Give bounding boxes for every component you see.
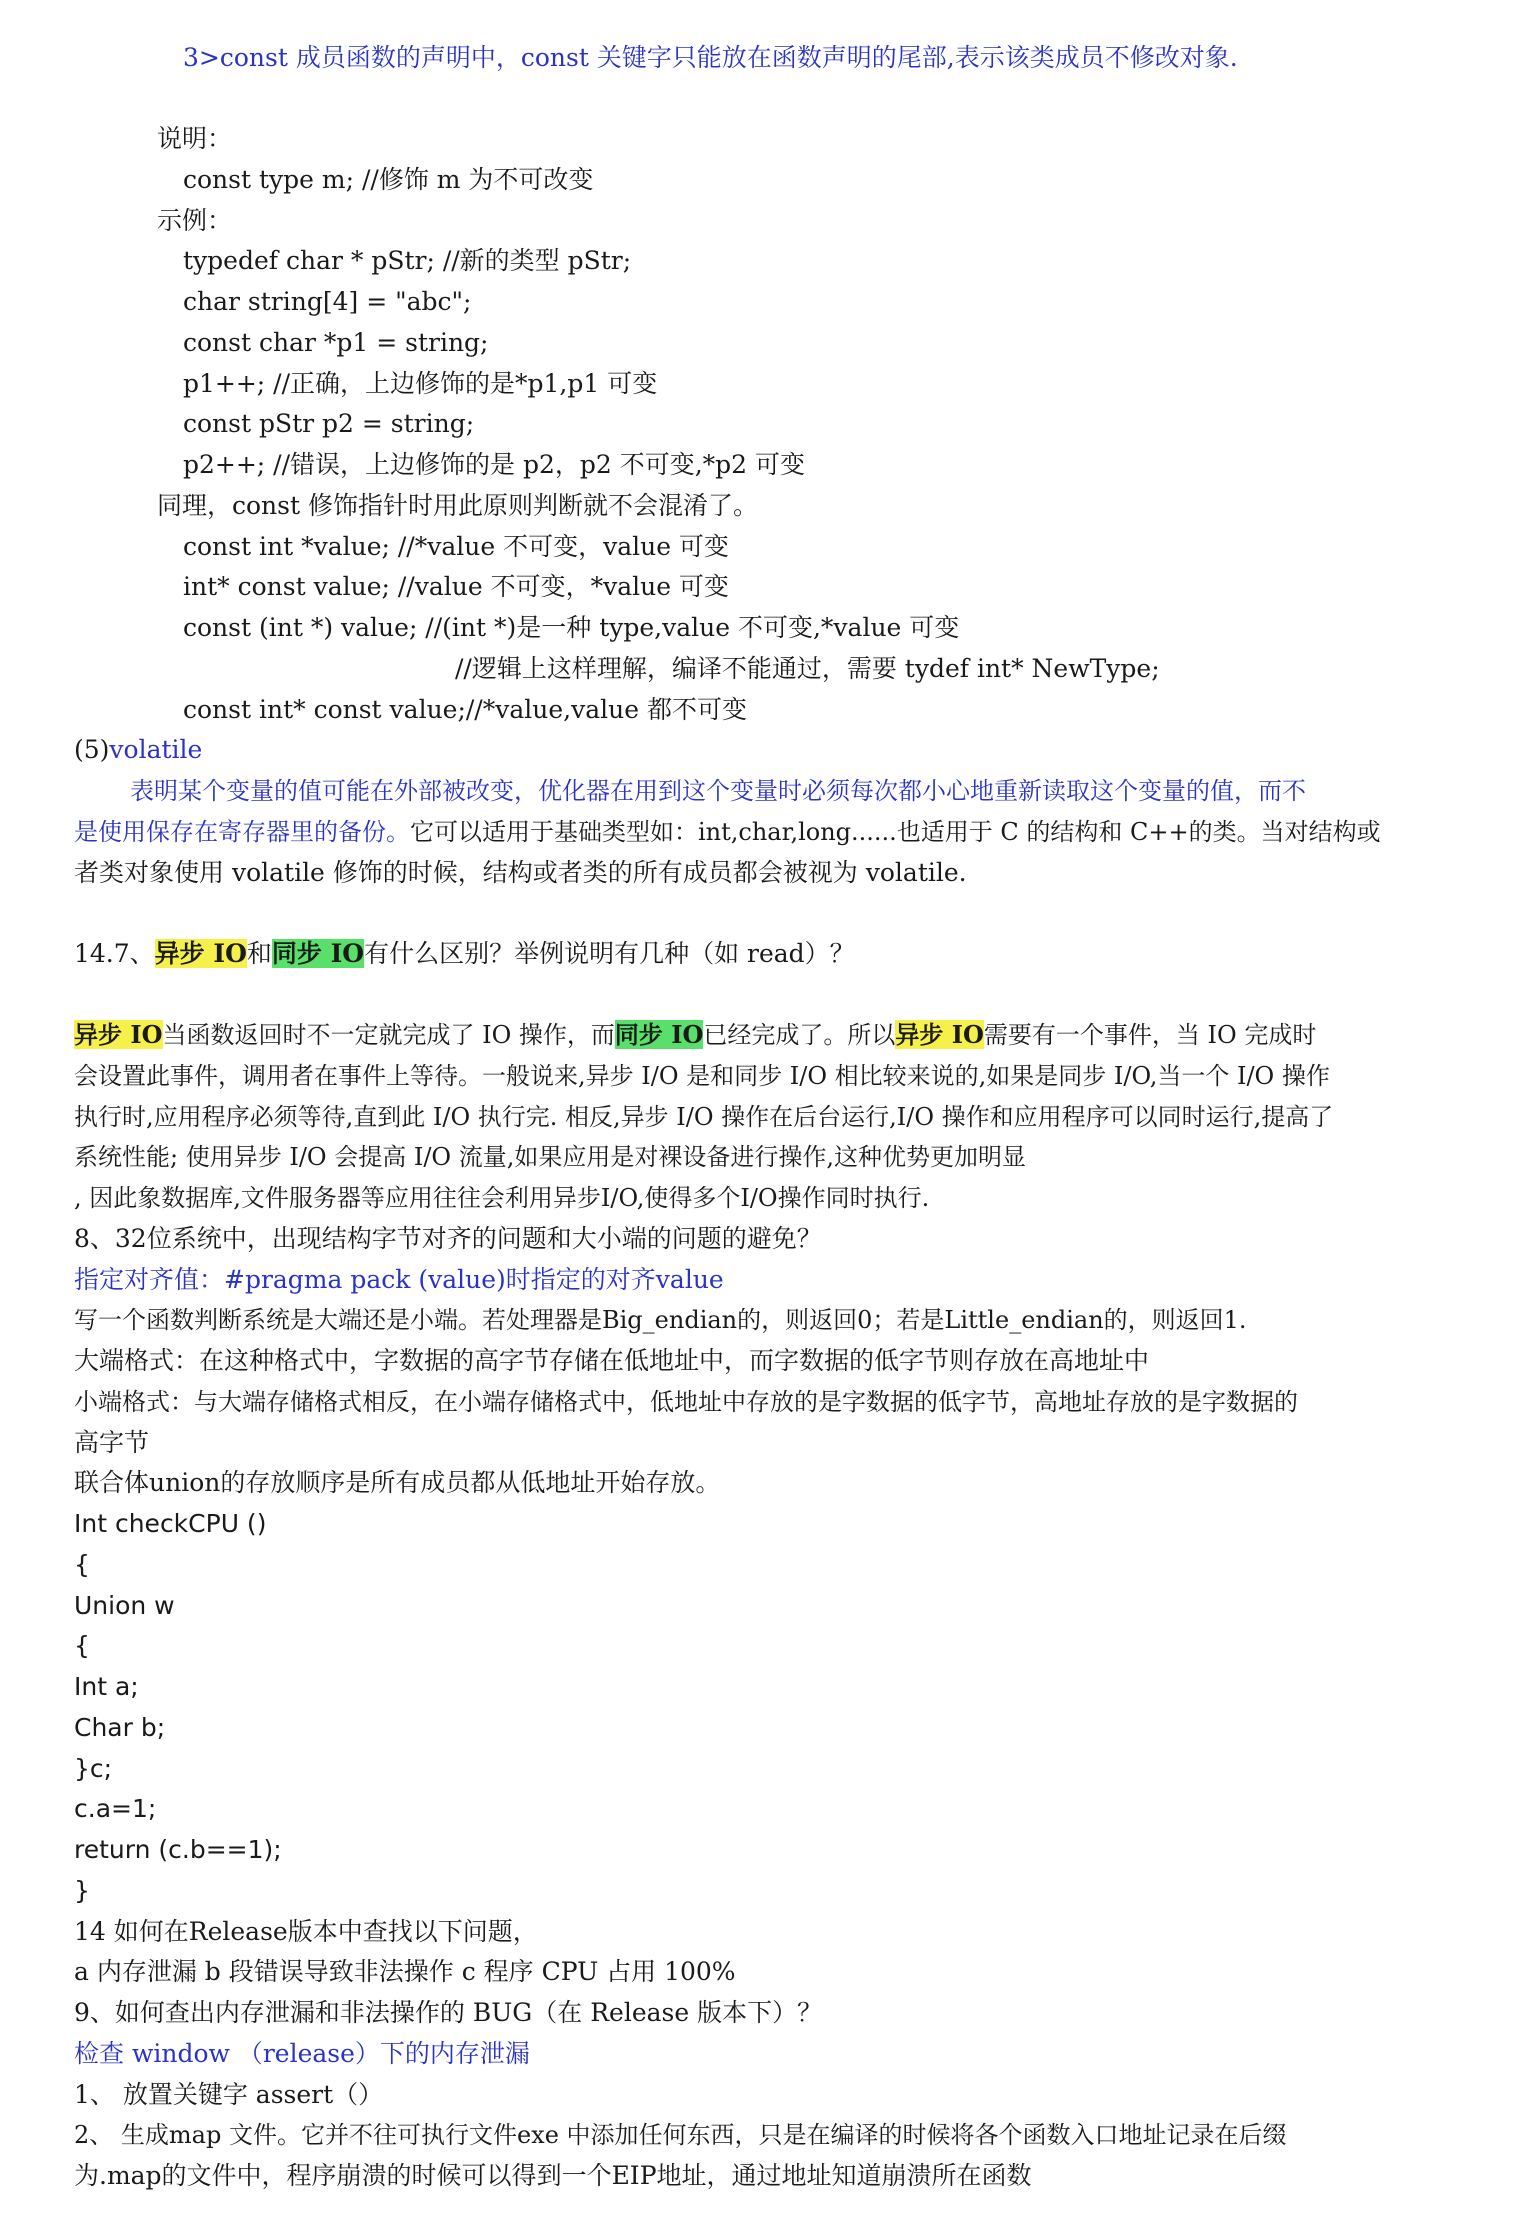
volatile-desc-2-blue: 是使用保存在寄存器里的备份。	[74, 818, 410, 846]
align-tip: 指定对齐值：#pragma pack (value)时指定的对齐value	[74, 1265, 724, 1294]
code-line: const char *p1 = string;	[183, 328, 489, 357]
code-line: }	[74, 1876, 90, 1905]
example-label: 示例：	[157, 206, 233, 235]
volatile-desc-2-rest: 它可以适用于基础类型如：int,char,long......也适用于 C 的结构和 C++的类。当对结构或	[410, 818, 1381, 846]
little-endian-desc-2: 高字节	[74, 1428, 150, 1457]
code-line: return (c.b==1);	[74, 1835, 282, 1864]
code-line: typedef char * pStr; //新的类型 pStr;	[183, 246, 632, 275]
explain-label: 说明：	[157, 124, 233, 153]
volatile-heading	[74, 733, 202, 767]
code-line: const pStr p2 = string;	[183, 409, 475, 438]
async-io-highlight: 异步 IO	[74, 1020, 163, 1049]
code-line: {	[74, 1550, 90, 1579]
async-io-highlight: 异步 IO	[895, 1020, 984, 1049]
union-note: 联合体union的存放顺序是所有成员都从低地址开始存放。	[74, 1468, 721, 1497]
io-answer-end-1: 需要有一个事件，当 IO 完成时	[983, 1021, 1317, 1049]
step-2-line-1: 2、 生成map 文件。它并不往可执行文件exe 中添加任何东西，只是在编译的时候将各个函数入口地址记录在后缀	[74, 2121, 1287, 2149]
volatile-desc-1: 表明某个变量的值可能在外部被改变，优化器在用到这个变量时必须每次都小心地重新读取这个变量的值，而不	[130, 777, 1306, 805]
logic-note: //逻辑上这样理解，编译不能通过，需要 tydef int* NewType;	[455, 654, 1160, 683]
code-line: {	[74, 1631, 90, 1660]
step-2-line-2: 为.map的文件中，程序崩溃的时候可以得到一个EIP地址，通过地址知道崩溃所在函数	[74, 2161, 1032, 2190]
big-endian-desc: 大端格式：在这种格式中，字数据的高字节存储在低地址中，而字数据的低字节则存放在高地址中	[74, 1346, 1150, 1375]
io-question-prefix: 14.7、	[74, 939, 155, 968]
sync-io-highlight: 同步 IO	[614, 1020, 704, 1049]
code-line: Int checkCPU ()	[74, 1509, 267, 1538]
io-answer-line: 会设置此事件，调用者在事件上等待。一般说来,异步 I/O 是和同步 I/O 相比较来说的,如果是同步 I/O,当一个 I/O 操作	[74, 1062, 1330, 1090]
io-answer-line: , 因此象数据库,文件服务器等应用往往会利用异步I/O,使得多个I/O操作同时执行.	[74, 1184, 930, 1212]
io-answer-line: 系统性能; 使用异步 I/O 会提高 I/O 流量,如果应用是对裸设备进行操作,这种优势更加明显	[74, 1143, 1026, 1171]
const-both-line: const int* const value;//*value,value 都不可变	[183, 695, 747, 724]
release-problems: a 内存泄漏 b 段错误导致非法操作 c 程序 CPU 占用 100%	[74, 1957, 736, 1986]
volatile-keyword: volatile	[109, 735, 203, 764]
check-heading: 检查 window （release）下的内存泄漏	[74, 2039, 530, 2068]
code-line: p2++; //错误，上边修饰的是 p2，p2 不可变,*p2 可变	[183, 450, 806, 479]
io-question	[74, 937, 855, 971]
pointer-line: int* const value; //value 不可变，*value 可变	[183, 572, 729, 601]
pointer-line: const int *value; //*value 不可变，value 可变	[183, 532, 729, 561]
and-word: 和	[246, 939, 272, 968]
io-answer-mid-1: 当函数返回时不一定就完成了 IO 操作，而	[162, 1021, 615, 1049]
bug-question: 9、如何查出内存泄漏和非法操作的 BUG（在 Release 版本下）？	[74, 1998, 823, 2027]
volatile-desc-3: 者类对象使用 volatile 修饰的时候，结构或者类的所有成员都会被视为 volatile.	[74, 858, 967, 887]
step-1: 1、 放置关键字 assert（）	[74, 2080, 384, 2109]
pointer-line: const (int *) value; //(int *)是一种 type,value 不可变,*value 可变	[183, 613, 960, 642]
io-answer-1	[74, 1018, 1316, 1052]
code-line: Union w	[74, 1591, 175, 1620]
code-line: }c;	[74, 1754, 113, 1783]
async-io-highlight: 异步 IO	[154, 939, 247, 968]
const-rule-3: 3>const 成员函数的声明中，const 关键字只能放在函数声明的尾部,表示该类成员不修改对象.	[183, 43, 1238, 72]
code-line: char string[4] = "abc";	[183, 287, 472, 316]
little-endian-desc-1: 小端格式：与大端存储格式相反，在小端存储格式中，低地址中存放的是字数据的低字节，高地址存放的是字数据的	[74, 1388, 1298, 1416]
release-question: 14 如何在Release版本中查找以下问题，	[74, 1917, 538, 1946]
sync-io-highlight: 同步 IO	[271, 939, 365, 968]
same-logic-note: 同理，const 修饰指针时用此原则判断就不会混淆了。	[157, 491, 758, 520]
code-line: Int a;	[74, 1672, 139, 1701]
endian-question: 8、32位系统中，出现结构字节对齐的问题和大小端的问题的避免？	[74, 1224, 822, 1253]
io-answer-line: 执行时,应用程序必须等待,直到此 I/O 执行完. 相反,异步 I/O 操作在后台运行,I/O 操作和应用程序可以同时运行,提高了	[74, 1103, 1334, 1131]
explain-line: const type m; //修饰 m 为不可改变	[183, 165, 594, 194]
volatile-desc-2	[74, 815, 1381, 849]
volatile-prefix: (5)	[74, 735, 110, 764]
io-answer-mid-2: 已经完成了。所以	[703, 1021, 896, 1049]
endian-task: 写一个函数判断系统是大端还是小端。若处理器是Big_endian的，则返回0；若是Little_endian的，则返回1.	[74, 1306, 1247, 1334]
code-line: Char b;	[74, 1713, 166, 1742]
code-line: p1++; //正确，上边修饰的是*p1,p1 可变	[183, 369, 658, 398]
code-line: c.a=1;	[74, 1794, 157, 1823]
io-question-suffix: 有什么区别？举例说明有几种（如 read）？	[364, 939, 855, 968]
